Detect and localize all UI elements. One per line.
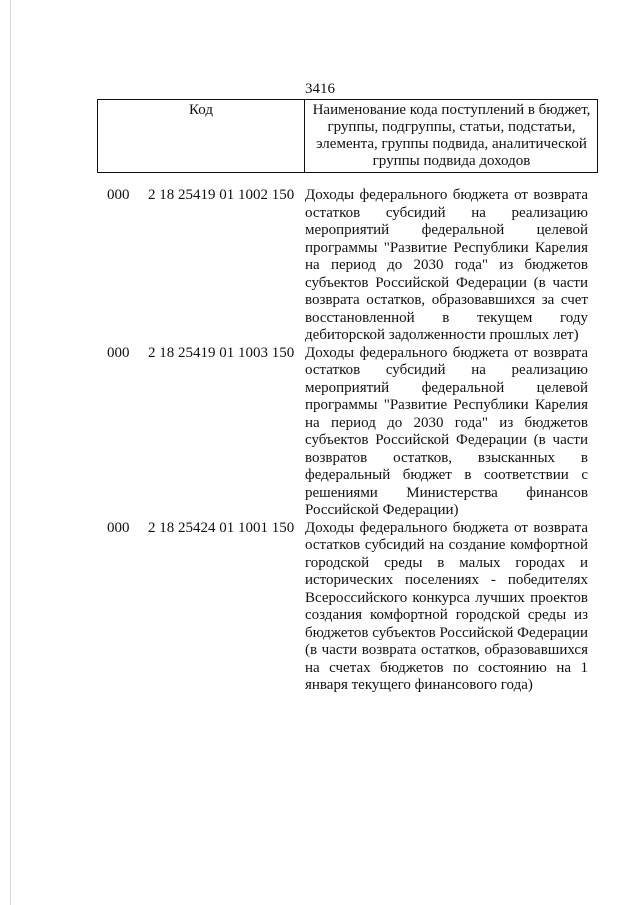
table-row <box>0 187 640 345</box>
table-row <box>0 520 640 695</box>
revenue-description: Доходы федерального бюджета от возврата остатков субсидий на создание комфортной городской среды в малых городах и исторических поселениях - победителях Всероссийского конкурса лучших проектов создания комфортной городской среды из бюджетов субъектов Российской Федерации (в части возврата остатков, образовавшихся на счетах бюджетов по состоянию на 1 января текущего финансового года) <box>305 519 588 693</box>
budget-classification-code: 2 18 25419 01 1003 150 <box>148 344 295 361</box>
table-header <box>97 99 598 173</box>
admin-code: 000 <box>107 519 130 536</box>
budget-classification-code: 2 18 25419 01 1002 150 <box>148 187 295 203</box>
revenue-description: Доходы федерального бюджета от возврата остатков субсидий на реализацию мероприятий федеральной целевой программы "Развитие Республики Карелия на период до 2030 года" из бюджетов субъектов Российской Федерации (в части возврата остатков, образовавшихся за счет восстановленной в текущем году дебиторской задолженности прошлых лет) <box>305 187 588 343</box>
admin-code: 000 <box>107 187 130 203</box>
budget-classification-code: 2 18 25424 01 1001 150 <box>148 519 295 536</box>
page-number: 3416 <box>305 81 335 97</box>
table-body <box>0 187 640 695</box>
revenue-description: Доходы федерального бюджета от возврата остатков субсидий на реализацию мероприятий федеральной целевой программы "Развитие Республики Карелия на период до 2030 года" из бюджетов субъектов Российской Федерации (в части возвратов остатков, взысканных в федеральный бюджет в соответствии с решениями Министерства финансов Российской Федерации) <box>305 344 588 518</box>
table-row <box>0 345 640 520</box>
header-name-label: Наименование кода поступлений в бюджет, группы, подгруппы, статьи, подстатьи, элемента, группы подвида, аналитической группы подвида доходов <box>312 102 591 169</box>
header-code-label: Код <box>189 102 213 118</box>
admin-code: 000 <box>107 344 130 361</box>
